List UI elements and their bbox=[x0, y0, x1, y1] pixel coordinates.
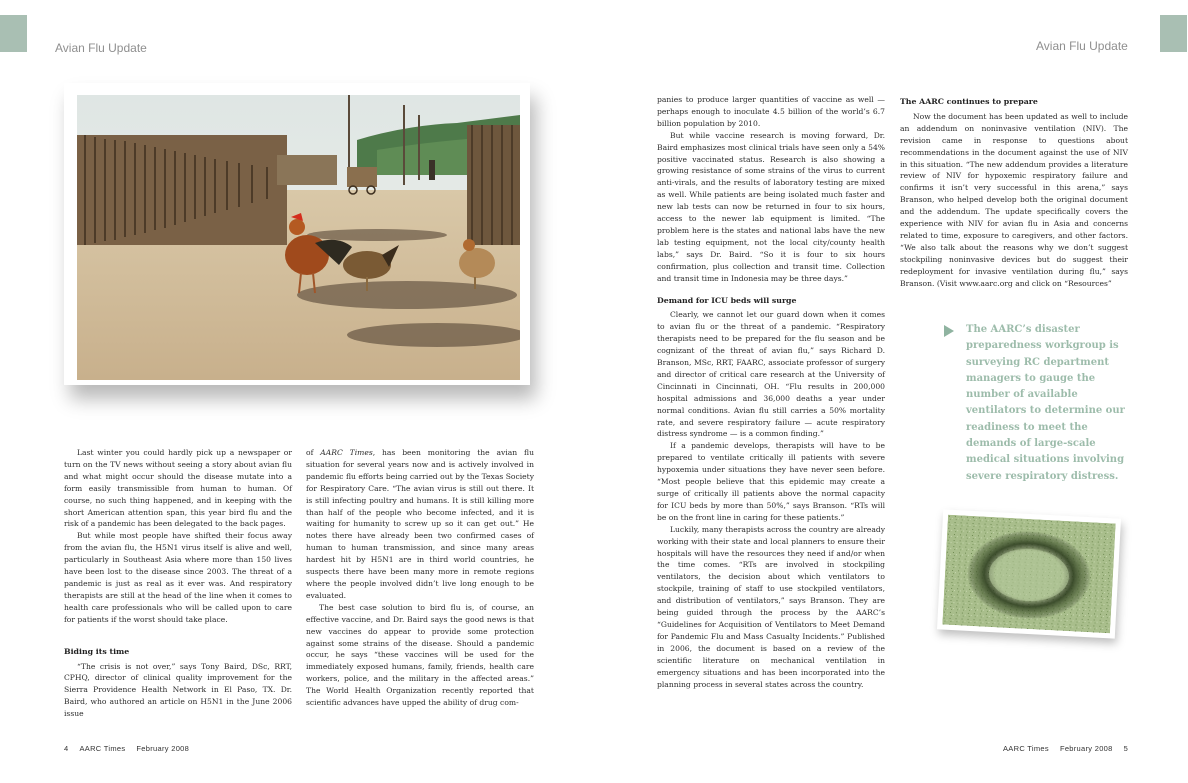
magazine-name: AARC Times bbox=[1003, 744, 1049, 753]
page-footer-left bbox=[64, 744, 200, 753]
paragraph: Now the document has been updated as well to include an addendum on noninvasive ventilation (NIV). The revision came in response to questions about recommendations in the document against the use of NIV in this situation. “The new addendum provides a literature review of NIV for hypoxemic respiratory failure and confirms it isn’t very successful in this arena,” says Branson, who helped develop both the original document and the addendum. The update specifically covers the experience with NIV for avian flu in Asia and concerns related to time, exposure to caregivers, and other factors. “We also talk about the reasons why we don’t suggest stockpiling noninvasive devices but do suggest their redeployment for invasive ventilation during flu,” says Branson. (Visit www.aarc.org and click on “Resources” bbox=[900, 111, 1128, 288]
paragraph bbox=[306, 447, 534, 602]
paragraph: But while vaccine research is moving forward, Dr. Baird emphasizes most clinical trials have seen only a 54% positive vaccinated status. Research is also showing a growing resistance of some strains of the virus to current anti-virals, and the results of laboratory testing are mixed as well. While patients are being isolated much faster and new lab tests can now be returned in four to six hours, access to the newer lab equipment is limited. “The problem here is the states and national labs have the new lab testing equipment, not the local city/county health labs,” says Dr. Baird. “So it is four to six hours confirmation, plus collection and transit time. Collection and transit time in Indonesia may be three days.” bbox=[657, 130, 885, 283]
paragraph: Last winter you could hardly pick up a newspaper or turn on the TV news without seeing a story about avian flu and what might occur should the disease mutate into a form easily transmissible from human to human. Of course, no such thing happened, and in keeping with the short American attention span, this year bird flu and the risk of a pandemic has been delegated to the back pages. bbox=[64, 448, 292, 529]
page-footer-right bbox=[1003, 744, 1128, 753]
paragraph: The best case solution to bird flu is, of course, an effective vaccine, and Dr. Baird says the good news is that new vaccines do appear to provide some protection against some strains of the disease. Should a pandemic occur, he says “these vaccines will be used for the immediately exposed humans, family, friends, health care workers, police, and the military in the affected areas.” The World Health Organization recently reported that scientific advances have upped the ability of drug com- bbox=[306, 602, 534, 708]
pull-quote-text: The AARC’s disaster preparedness workgroup is surveying RC department managers to gauge the number of available ventilators to determine our readiness to meet the demands of large-scale medical situations involving severe respiratory distress. bbox=[966, 324, 1125, 482]
paragraph: Luckily, many therapists across the country are already working with their state and local planners to ensure their hospitals will have the resources they need if and/or when the time comes. “RTs are involved in stockpiling ventilators, the decision about which ventilators to stockpile, training of staff to use stockpiled ventilators, and distribution of ventilators,” says Branson. They are being guided through the process by the AARC’s “Guidelines for Acquisition of Ventilators to Meet Demand for Pandemic Flu and Mass Casualty Incidents.” Published in 2006, the document is based on a review of the scientific literature on mechanical ventilation in emergency situations and has been incorporated into the planning process in several states across the country. bbox=[657, 524, 885, 689]
subheading-biding-its-time: Biding its time bbox=[64, 646, 130, 656]
paragraph: “The crisis is not over,” says Tony Baird, DSc, RRT, CPHQ, director of clinical quality improvement for the Sierra Providence Health Network in El Paso, TX. Dr. Baird, who authored an article on H5N1 in the June 2006 issue bbox=[64, 661, 292, 719]
section-tab-right bbox=[1160, 15, 1187, 52]
text-run: , has been monitoring the avian flu situation for several years now and is actively involved in pandemic flu efforts being carried out by the Texas Society for Respiratory Care. “The avian virus is still out there. It is still infecting poultry and humans. It is still killing more than half of the people who become infected, and it is waiting for humanity to screw up so it can get out.” He notes there have already been two confirmed cases of human to human transmission, and since many areas hardest hit by H5N1 are in third world countries, he suspects there have been many more in remote regions where the people involved didn’t live long enough to be evaluated. bbox=[306, 448, 534, 600]
running-head-right: Avian Flu Update bbox=[1036, 39, 1128, 53]
triangle-bullet-icon bbox=[944, 325, 954, 337]
running-head-left: Avian Flu Update bbox=[55, 41, 147, 55]
virus-illustration bbox=[942, 515, 1116, 634]
paragraph: panies to produce larger quantities of vaccine as well — perhaps enough to inoculate 4.5 billion of the world’s 6.7 billion population by 2010. bbox=[657, 95, 885, 128]
paragraph: But while most people have shifted their focus away from the avian flu, the H5N1 virus itself is alive and well, particularly in Southeast Asia where more than 150 lives have been lost to the disease since 2003. The threat of a pandemic is just as real as it ever was. And respiratory therapists are still at the head of the line when it comes to health care professionals who will be called upon to care for patients if the worst should take place. bbox=[64, 531, 292, 624]
page-number: 5 bbox=[1123, 744, 1129, 753]
paragraph: If a pandemic develops, therapists will have to be prepared to ventilate critically ill patients with severe hypoxemia under situations they have never seen before. “Most people believe that this epidemic may create a surge of critically ill patients above the normal capacity for ICU beds by more than 50%,” says Branson. “RTs will be on the front line in caring for these patients.” bbox=[657, 441, 885, 522]
page-number: 4 bbox=[64, 744, 69, 753]
article-column-1 bbox=[64, 447, 292, 720]
article-column-2 bbox=[306, 447, 534, 709]
photo-frame bbox=[64, 83, 530, 385]
paragraph: Clearly, we cannot let our guard down when it comes to avian flu or the threat of a pandemic. “Respiratory therapists need to be prepared for the flu season and be cognizant of the threat of avian flu,” says Richard D. Branson, MSc, RRT, FAARC, associate professor of surgery and director of critical care research at the University of Cincinnati in Cincinnati, OH. “Flu results in 200,000 hospital admissions and 36,000 deaths a year under normal conditions. Avian flu still carries a 50% mortality rate, and severe respiratory failure — acute respiratory distress syndrome — is a common finding.” bbox=[657, 310, 885, 439]
village-road-chickens-photo bbox=[77, 95, 520, 380]
article-column-3 bbox=[657, 94, 885, 690]
issue-date: February 2008 bbox=[1059, 744, 1113, 753]
issue-date: February 2008 bbox=[136, 744, 190, 753]
magazine-name: AARC Times bbox=[79, 744, 126, 753]
subheading-aarc-continues: The AARC continues to prepare bbox=[900, 97, 1038, 106]
virus-micrograph-photo bbox=[942, 515, 1116, 634]
subheading-icu-beds: Demand for ICU beds will surge bbox=[657, 295, 797, 305]
article-column-4 bbox=[900, 96, 1128, 290]
magazine-title-italic: AARC Times bbox=[320, 448, 373, 457]
photo-illustration bbox=[77, 95, 520, 380]
section-tab-left bbox=[0, 15, 27, 52]
virus-photo-frame bbox=[937, 509, 1121, 638]
text-run: of bbox=[306, 448, 321, 457]
